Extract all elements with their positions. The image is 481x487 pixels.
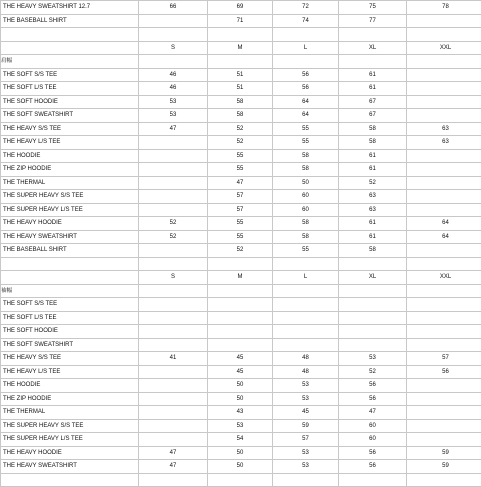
table-row bbox=[1, 163, 481, 177]
size-value-cell[interactable] bbox=[139, 379, 208, 393]
size-value-cell[interactable]: 53 bbox=[273, 379, 339, 393]
size-value-cell[interactable] bbox=[208, 298, 273, 312]
size-value-cell[interactable]: 58 bbox=[339, 136, 407, 150]
size-value-cell[interactable] bbox=[273, 311, 339, 325]
size-value-cell[interactable] bbox=[407, 163, 481, 177]
size-value-cell[interactable] bbox=[339, 311, 407, 325]
size-value-cell[interactable]: XXL bbox=[407, 41, 481, 55]
product-name-cell[interactable]: THE HEAVY HOODIE bbox=[1, 217, 139, 231]
size-value-cell[interactable]: 53 bbox=[139, 95, 208, 109]
size-value-cell[interactable]: 64 bbox=[407, 230, 481, 244]
table-row bbox=[1, 244, 481, 258]
size-value-cell[interactable] bbox=[139, 163, 208, 177]
size-value-cell[interactable]: 61 bbox=[339, 149, 407, 163]
product-name-cell[interactable]: 袖幅 bbox=[1, 284, 139, 298]
table-row bbox=[1, 406, 481, 420]
table-row bbox=[1, 230, 481, 244]
size-value-cell[interactable] bbox=[208, 55, 273, 69]
size-value-cell[interactable]: 58 bbox=[273, 163, 339, 177]
size-value-cell[interactable]: 59 bbox=[273, 419, 339, 433]
size-value-cell[interactable] bbox=[407, 379, 481, 393]
size-value-cell[interactable] bbox=[407, 419, 481, 433]
size-value-cell[interactable] bbox=[139, 149, 208, 163]
size-value-cell[interactable]: 64 bbox=[273, 109, 339, 123]
size-value-cell[interactable] bbox=[339, 55, 407, 69]
product-name-cell[interactable]: THE SOFT SWEATSHIRT bbox=[1, 338, 139, 352]
size-value-cell[interactable]: 47 bbox=[208, 176, 273, 190]
size-value-cell[interactable]: 58 bbox=[273, 149, 339, 163]
size-value-cell[interactable]: 60 bbox=[339, 419, 407, 433]
size-value-cell[interactable] bbox=[208, 284, 273, 298]
product-name-cell[interactable]: THE HEAVY SWEATSHIRT bbox=[1, 460, 139, 474]
product-name-cell[interactable]: THE SUPER HEAVY L/S TEE bbox=[1, 433, 139, 447]
table-row bbox=[1, 460, 481, 474]
size-value-cell[interactable] bbox=[139, 365, 208, 379]
product-name-cell[interactable]: THE HEAVY L/S TEE bbox=[1, 136, 139, 150]
size-value-cell[interactable] bbox=[339, 284, 407, 298]
size-value-cell[interactable]: 56 bbox=[339, 379, 407, 393]
size-value-cell[interactable]: 41 bbox=[139, 352, 208, 366]
size-value-cell[interactable]: 56 bbox=[339, 392, 407, 406]
size-value-cell[interactable] bbox=[407, 406, 481, 420]
size-value-cell[interactable]: 52 bbox=[208, 244, 273, 258]
size-value-cell[interactable]: 56 bbox=[339, 460, 407, 474]
size-value-cell[interactable] bbox=[139, 338, 208, 352]
size-value-cell[interactable]: 47 bbox=[139, 446, 208, 460]
size-value-cell[interactable] bbox=[139, 298, 208, 312]
size-value-cell[interactable] bbox=[407, 298, 481, 312]
table-row bbox=[1, 95, 481, 109]
size-value-cell[interactable]: 61 bbox=[339, 230, 407, 244]
size-value-cell[interactable]: 50 bbox=[208, 460, 273, 474]
size-value-cell[interactable] bbox=[139, 176, 208, 190]
size-value-cell[interactable] bbox=[139, 244, 208, 258]
size-value-cell[interactable] bbox=[273, 473, 339, 487]
size-value-cell[interactable]: 72 bbox=[273, 1, 339, 15]
size-value-cell[interactable] bbox=[139, 419, 208, 433]
table-row bbox=[1, 365, 481, 379]
size-value-cell[interactable]: S bbox=[139, 271, 208, 285]
size-value-cell[interactable]: 53 bbox=[273, 392, 339, 406]
size-value-cell[interactable]: M bbox=[208, 271, 273, 285]
size-value-cell[interactable]: 57 bbox=[208, 190, 273, 204]
size-value-cell[interactable] bbox=[339, 473, 407, 487]
size-value-cell[interactable] bbox=[339, 298, 407, 312]
product-name-cell[interactable]: THE HEAVY HOODIE bbox=[1, 446, 139, 460]
product-name-cell[interactable]: THE BASEBALL SHIRT bbox=[1, 244, 139, 258]
size-value-cell[interactable] bbox=[407, 203, 481, 217]
size-value-cell[interactable]: L bbox=[273, 41, 339, 55]
size-value-cell[interactable]: 46 bbox=[139, 82, 208, 96]
section-label-row bbox=[1, 55, 481, 69]
size-value-cell[interactable] bbox=[139, 284, 208, 298]
product-name-cell[interactable] bbox=[1, 271, 139, 285]
product-name-cell[interactable]: THE THERMAL bbox=[1, 406, 139, 420]
size-value-cell[interactable] bbox=[407, 55, 481, 69]
size-value-cell[interactable]: 58 bbox=[273, 217, 339, 231]
size-value-cell[interactable]: 57 bbox=[407, 352, 481, 366]
table-row bbox=[1, 379, 481, 393]
table-row bbox=[1, 298, 481, 312]
size-value-cell[interactable]: 50 bbox=[208, 392, 273, 406]
size-value-cell[interactable] bbox=[208, 311, 273, 325]
size-value-cell[interactable] bbox=[139, 473, 208, 487]
size-value-cell[interactable]: 63 bbox=[407, 122, 481, 136]
table-row bbox=[1, 82, 481, 96]
size-value-cell[interactable] bbox=[139, 203, 208, 217]
size-value-cell[interactable]: 67 bbox=[339, 109, 407, 123]
product-name-cell[interactable]: 肩幅 bbox=[1, 55, 139, 69]
size-value-cell[interactable] bbox=[407, 284, 481, 298]
size-value-cell[interactable]: 63 bbox=[339, 203, 407, 217]
product-name-cell[interactable]: THE HOODIE bbox=[1, 149, 139, 163]
size-value-cell[interactable] bbox=[139, 433, 208, 447]
table-row bbox=[1, 14, 481, 28]
size-value-cell[interactable]: 47 bbox=[139, 122, 208, 136]
size-value-cell[interactable] bbox=[407, 325, 481, 339]
size-value-cell[interactable] bbox=[339, 325, 407, 339]
size-value-cell[interactable]: 78 bbox=[407, 1, 481, 15]
size-value-cell[interactable]: 77 bbox=[339, 14, 407, 28]
size-value-cell[interactable]: 74 bbox=[273, 14, 339, 28]
product-name-cell[interactable]: THE ZIP HOODIE bbox=[1, 163, 139, 177]
size-value-cell[interactable]: 52 bbox=[139, 217, 208, 231]
size-value-cell[interactable] bbox=[139, 406, 208, 420]
table-row bbox=[1, 338, 481, 352]
section-label-row bbox=[1, 284, 481, 298]
size-value-cell[interactable]: 48 bbox=[273, 352, 339, 366]
size-value-cell[interactable]: XL bbox=[339, 41, 407, 55]
table-row bbox=[1, 473, 481, 487]
size-value-cell[interactable] bbox=[407, 149, 481, 163]
size-value-cell[interactable] bbox=[407, 82, 481, 96]
size-value-cell[interactable]: 61 bbox=[339, 163, 407, 177]
table-row bbox=[1, 176, 481, 190]
size-value-cell[interactable]: 75 bbox=[339, 1, 407, 15]
size-value-cell[interactable]: 51 bbox=[208, 68, 273, 82]
product-name-cell[interactable] bbox=[1, 473, 139, 487]
size-value-cell[interactable]: 64 bbox=[407, 217, 481, 231]
size-value-cell[interactable]: 55 bbox=[273, 244, 339, 258]
size-value-cell[interactable]: 46 bbox=[139, 68, 208, 82]
product-name-cell[interactable]: THE SOFT L/S TEE bbox=[1, 311, 139, 325]
size-value-cell[interactable]: 45 bbox=[273, 406, 339, 420]
size-value-cell[interactable]: 53 bbox=[339, 352, 407, 366]
size-value-cell[interactable] bbox=[139, 190, 208, 204]
size-value-cell[interactable]: 58 bbox=[339, 244, 407, 258]
product-name-cell[interactable]: THE HEAVY S/S TEE bbox=[1, 352, 139, 366]
product-name-cell[interactable] bbox=[1, 41, 139, 55]
size-value-cell[interactable]: 55 bbox=[208, 163, 273, 177]
size-value-cell[interactable]: 47 bbox=[339, 406, 407, 420]
size-value-cell[interactable] bbox=[139, 55, 208, 69]
size-value-cell[interactable] bbox=[407, 473, 481, 487]
size-value-cell[interactable]: 45 bbox=[208, 352, 273, 366]
product-name-cell[interactable]: THE SOFT S/S TEE bbox=[1, 298, 139, 312]
size-value-cell[interactable]: 67 bbox=[339, 95, 407, 109]
size-value-cell[interactable]: 52 bbox=[139, 230, 208, 244]
table-row bbox=[1, 68, 481, 82]
size-value-cell[interactable]: 55 bbox=[208, 230, 273, 244]
table-row bbox=[1, 136, 481, 150]
size-value-cell[interactable] bbox=[273, 325, 339, 339]
size-value-cell[interactable] bbox=[273, 55, 339, 69]
blank-row bbox=[1, 28, 481, 42]
size-value-cell[interactable]: 55 bbox=[273, 136, 339, 150]
blank-row bbox=[1, 257, 481, 271]
size-value-cell[interactable] bbox=[273, 338, 339, 352]
size-value-cell[interactable] bbox=[208, 325, 273, 339]
size-value-cell[interactable]: 66 bbox=[139, 1, 208, 15]
size-value-cell[interactable] bbox=[407, 14, 481, 28]
size-value-cell[interactable]: 57 bbox=[208, 203, 273, 217]
size-header-row bbox=[1, 41, 481, 55]
size-value-cell[interactable] bbox=[407, 257, 481, 271]
size-value-cell[interactable]: 60 bbox=[273, 203, 339, 217]
size-value-cell[interactable]: 53 bbox=[208, 419, 273, 433]
size-value-cell[interactable]: 53 bbox=[139, 109, 208, 123]
size-value-cell[interactable]: 58 bbox=[208, 109, 273, 123]
size-value-cell[interactable] bbox=[407, 176, 481, 190]
size-value-cell[interactable] bbox=[273, 28, 339, 42]
size-value-cell[interactable] bbox=[139, 14, 208, 28]
size-value-cell[interactable]: 69 bbox=[208, 1, 273, 15]
size-value-cell[interactable]: 55 bbox=[273, 122, 339, 136]
size-value-cell[interactable]: XXL bbox=[407, 271, 481, 285]
product-name-cell[interactable]: THE HEAVY SWEATSHIRT bbox=[1, 230, 139, 244]
size-value-cell[interactable] bbox=[139, 28, 208, 42]
size-value-cell[interactable] bbox=[139, 136, 208, 150]
product-name-cell[interactable]: THE THERMAL bbox=[1, 176, 139, 190]
size-value-cell[interactable]: 71 bbox=[208, 14, 273, 28]
size-value-cell[interactable]: 64 bbox=[273, 95, 339, 109]
size-value-cell[interactable] bbox=[339, 338, 407, 352]
size-value-cell[interactable]: 43 bbox=[208, 406, 273, 420]
size-value-cell[interactable] bbox=[339, 28, 407, 42]
size-value-cell[interactable]: 58 bbox=[208, 95, 273, 109]
size-value-cell[interactable]: 63 bbox=[407, 136, 481, 150]
size-value-cell[interactable] bbox=[407, 433, 481, 447]
size-value-cell[interactable]: 53 bbox=[273, 446, 339, 460]
size-value-cell[interactable]: XL bbox=[339, 271, 407, 285]
size-value-cell[interactable]: 50 bbox=[208, 446, 273, 460]
size-value-cell[interactable]: 55 bbox=[208, 217, 273, 231]
size-value-cell[interactable]: S bbox=[139, 41, 208, 55]
size-value-cell[interactable] bbox=[139, 325, 208, 339]
size-value-cell[interactable]: 45 bbox=[208, 365, 273, 379]
size-value-cell[interactable]: 52 bbox=[339, 365, 407, 379]
size-value-cell[interactable]: 61 bbox=[339, 82, 407, 96]
table-row bbox=[1, 352, 481, 366]
size-value-cell[interactable]: 63 bbox=[339, 190, 407, 204]
table-row bbox=[1, 122, 481, 136]
size-value-cell[interactable]: 47 bbox=[139, 460, 208, 474]
size-value-cell[interactable]: 59 bbox=[407, 460, 481, 474]
product-name-cell[interactable] bbox=[1, 257, 139, 271]
size-value-cell[interactable] bbox=[208, 28, 273, 42]
product-name-cell[interactable]: THE SUPER HEAVY S/S TEE bbox=[1, 190, 139, 204]
product-name-cell[interactable]: THE SUPER HEAVY S/S TEE bbox=[1, 419, 139, 433]
size-value-cell[interactable]: 61 bbox=[339, 217, 407, 231]
size-value-cell[interactable]: 56 bbox=[273, 82, 339, 96]
size-value-cell[interactable] bbox=[407, 109, 481, 123]
size-value-cell[interactable]: 56 bbox=[339, 446, 407, 460]
table-row bbox=[1, 190, 481, 204]
size-value-cell[interactable] bbox=[407, 68, 481, 82]
size-value-cell[interactable]: 54 bbox=[208, 433, 273, 447]
size-value-cell[interactable]: 57 bbox=[273, 433, 339, 447]
product-name-cell[interactable]: THE HEAVY S/S TEE bbox=[1, 122, 139, 136]
product-name-cell[interactable]: THE BASEBALL SHIRT bbox=[1, 14, 139, 28]
size-value-cell[interactable]: 60 bbox=[273, 190, 339, 204]
table-row bbox=[1, 149, 481, 163]
product-name-cell[interactable]: THE SUPER HEAVY L/S TEE bbox=[1, 203, 139, 217]
size-value-cell[interactable] bbox=[273, 257, 339, 271]
size-value-cell[interactable]: 56 bbox=[407, 365, 481, 379]
size-value-cell[interactable]: L bbox=[273, 271, 339, 285]
size-header-row bbox=[1, 271, 481, 285]
product-name-cell[interactable]: THE SOFT HOODIE bbox=[1, 325, 139, 339]
product-name-cell[interactable]: THE HEAVY SWEATSHIRT 12.7 bbox=[1, 1, 139, 15]
product-name-cell[interactable]: THE ZIP HOODIE bbox=[1, 392, 139, 406]
size-value-cell[interactable] bbox=[407, 190, 481, 204]
table-row bbox=[1, 1, 481, 15]
table-row bbox=[1, 109, 481, 123]
size-chart-body bbox=[1, 1, 481, 487]
size-value-cell[interactable]: 52 bbox=[339, 176, 407, 190]
product-name-cell[interactable]: THE SOFT HOODIE bbox=[1, 95, 139, 109]
size-value-cell[interactable] bbox=[208, 473, 273, 487]
size-value-cell[interactable]: M bbox=[208, 41, 273, 55]
product-name-cell[interactable]: THE SOFT S/S TEE bbox=[1, 68, 139, 82]
size-value-cell[interactable] bbox=[407, 244, 481, 258]
size-value-cell[interactable] bbox=[208, 338, 273, 352]
table-row bbox=[1, 217, 481, 231]
size-value-cell[interactable] bbox=[407, 95, 481, 109]
product-name-cell[interactable]: THE HEAVY L/S TEE bbox=[1, 365, 139, 379]
size-value-cell[interactable] bbox=[139, 392, 208, 406]
size-value-cell[interactable]: 52 bbox=[208, 122, 273, 136]
table-row bbox=[1, 433, 481, 447]
table-row bbox=[1, 446, 481, 460]
size-value-cell[interactable] bbox=[208, 257, 273, 271]
size-value-cell[interactable]: 59 bbox=[407, 446, 481, 460]
size-value-cell[interactable]: 53 bbox=[273, 460, 339, 474]
size-value-cell[interactable] bbox=[407, 392, 481, 406]
table-row bbox=[1, 419, 481, 433]
size-value-cell[interactable] bbox=[339, 257, 407, 271]
size-value-cell[interactable] bbox=[407, 338, 481, 352]
size-value-cell[interactable]: 56 bbox=[273, 68, 339, 82]
size-value-cell[interactable]: 51 bbox=[208, 82, 273, 96]
size-value-cell[interactable] bbox=[273, 298, 339, 312]
size-value-cell[interactable]: 50 bbox=[208, 379, 273, 393]
size-value-cell[interactable] bbox=[273, 284, 339, 298]
product-name-cell[interactable] bbox=[1, 28, 139, 42]
table-row bbox=[1, 311, 481, 325]
table-row bbox=[1, 325, 481, 339]
product-name-cell[interactable]: THE SOFT SWEATSHIRT bbox=[1, 109, 139, 123]
size-value-cell[interactable]: 61 bbox=[339, 68, 407, 82]
size-value-cell[interactable]: 58 bbox=[339, 122, 407, 136]
size-value-cell[interactable]: 50 bbox=[273, 176, 339, 190]
size-value-cell[interactable]: 52 bbox=[208, 136, 273, 150]
size-value-cell[interactable] bbox=[407, 28, 481, 42]
product-name-cell[interactable]: THE SOFT L/S TEE bbox=[1, 82, 139, 96]
size-value-cell[interactable]: 60 bbox=[339, 433, 407, 447]
size-value-cell[interactable]: 58 bbox=[273, 230, 339, 244]
size-value-cell[interactable]: 48 bbox=[273, 365, 339, 379]
size-value-cell[interactable] bbox=[407, 311, 481, 325]
table-row bbox=[1, 203, 481, 217]
table-row bbox=[1, 392, 481, 406]
size-value-cell[interactable] bbox=[139, 257, 208, 271]
product-name-cell[interactable]: THE HOODIE bbox=[1, 379, 139, 393]
size-value-cell[interactable] bbox=[139, 311, 208, 325]
size-value-cell[interactable]: 55 bbox=[208, 149, 273, 163]
